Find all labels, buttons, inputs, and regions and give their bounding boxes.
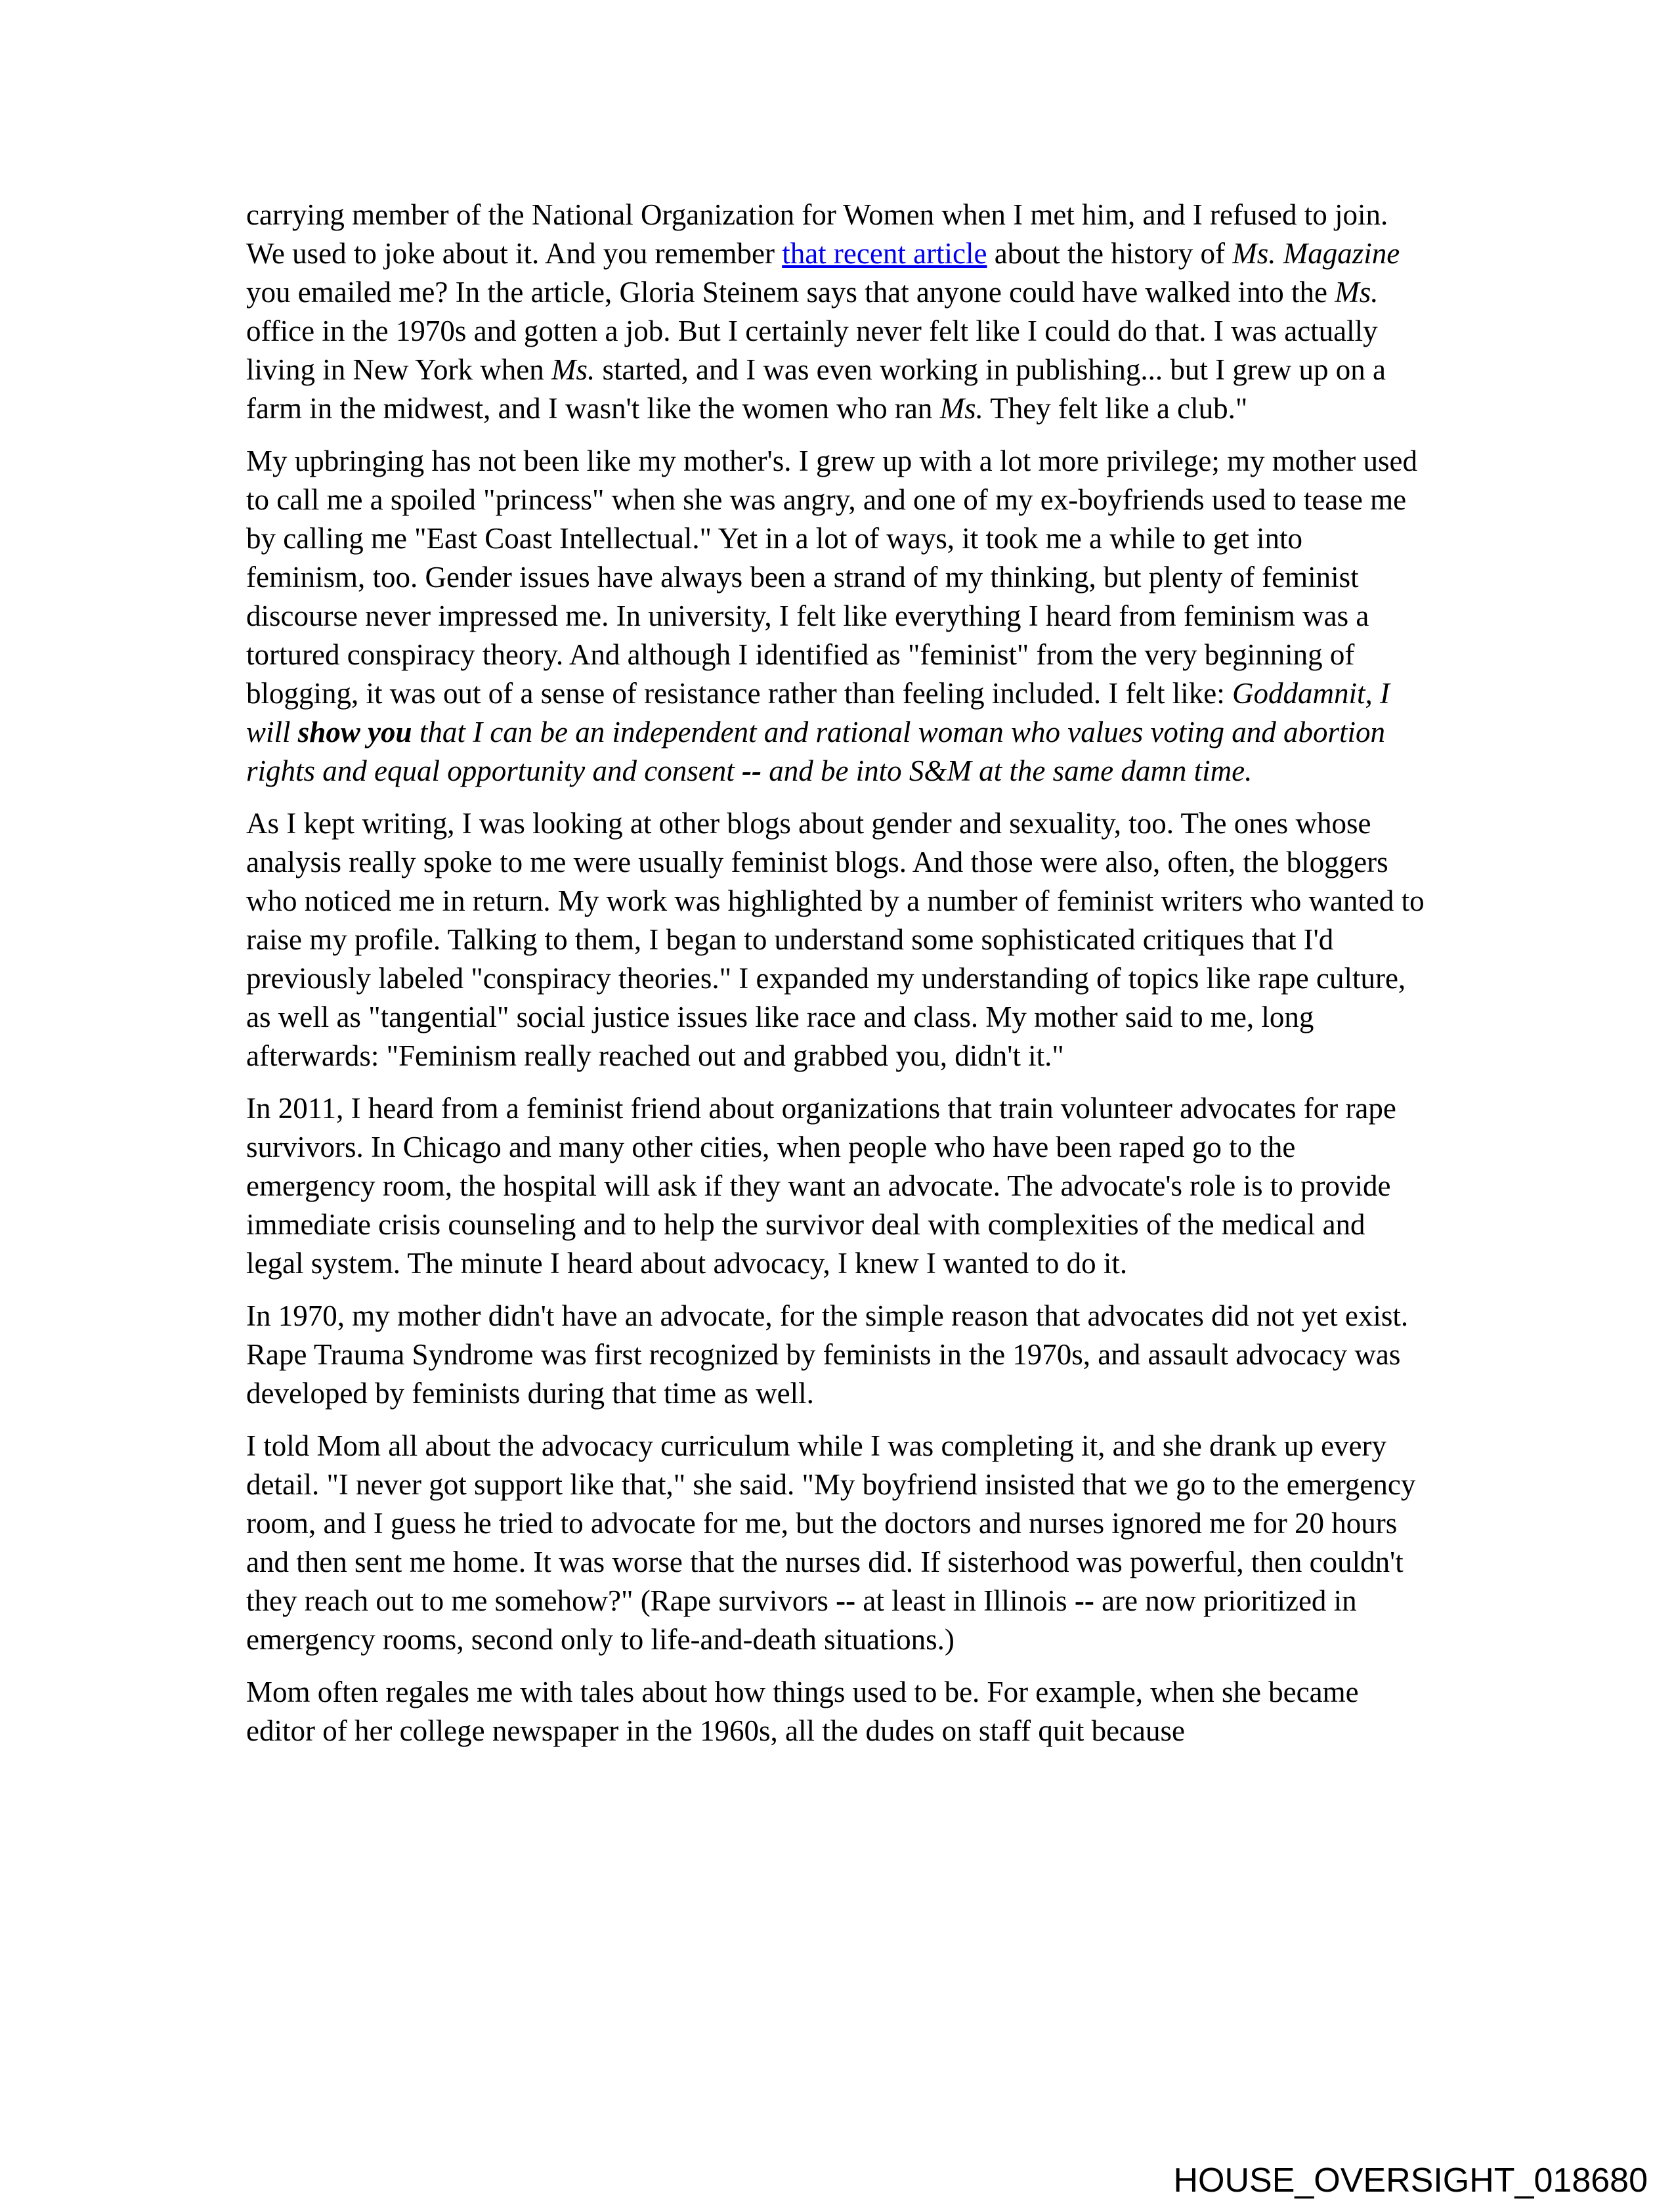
text-segment: In 2011, I heard from a feminist friend about organizations that train volunteer advocates for rape survivors. In Chicago and many other cities, when people who have been raped go to the emergency room, the hospital will ask if they want an advocate. The advocate's role is to provide immediate crisis counseling and to help the survivor deal with complexities of the medical and legal system. The minute I heard about advocacy, I knew I wanted to do it. [246,1092,1396,1280]
paragraph [246,1089,1428,1283]
text-segment: -- [836,1584,856,1617]
text-block [246,196,1428,1764]
text-segment: Mom often regales me with tales about how things used to be. For example, when she became editor of her college newspaper in the 1960s, all the dudes on staff quit because [246,1676,1359,1747]
text-segment: As I kept writing, I was looking at other blogs about gender and sexuality, too. The ones whose analysis really spoke to me were usually feminist blogs. And those were also, often, the bloggers who noticed me in return. My work was highlighted by a number of feminist writers who wanted to raise my profile. Talking to them, I began to understand some sophisticated critiques that I'd previously labeled "conspiracy theories." I expanded my understanding of topics like rape culture, as well as "tangential" social justice issues like race and class. My mother said to me, long afterwards: "Feminism really reached out and grabbed you, didn't it." [246,807,1425,1072]
text-segment: Ms. [939,392,983,425]
paragraph [246,1673,1428,1750]
text-segment: you emailed me? In the article, Gloria Steinem says that anyone could have walked into the [246,276,1335,309]
paragraph [246,1427,1428,1659]
text-segment: and be into S&M at the same damn time. [761,754,1253,787]
text-segment: Ms. Magazine [1232,237,1400,270]
text-segment: In 1970, my mother didn't have an advocate, for the simple reason that advocates did not yet exist. Rape Trauma Syndrome was first recognized by feminists in the 1970s, and assault advocacy was developed by feminists during that time as well. [246,1299,1409,1410]
text-segment: Ms. [1335,276,1379,309]
paragraph [246,1297,1428,1413]
text-segment: Ms. [551,353,595,386]
text-segment: at least in Illinois [855,1584,1075,1617]
paragraph [246,442,1428,791]
text-segment: -- [1074,1584,1094,1617]
text-segment: My upbringing has not been like my mother's. I grew up with a lot more privilege; my mother used to call me a spoiled "princess" when she was angry, and one of my ex-boyfriends used to tease me by calling me "East Coast Intellectual." Yet in a lot of ways, it took me a while to get into feminism, too. Gender issues have always been a strand of my thinking, but plenty of feminist discourse never impressed me. In university, I felt like everything I heard from feminism was a tortured conspiracy theory. And although I identified as "feminist" from the very beginning of blogging, it was out of a sense of resistance rather than feeling included. I felt like: [246,445,1418,710]
text-segment: They felt like a club." [983,392,1248,425]
text-segment: Goddamnit, I will [246,677,1390,748]
bates-number: HOUSE_OVERSIGHT_018680 [1173,2161,1648,2200]
paragraph [246,804,1428,1075]
text-segment: I told Mom all about the advocacy curriculum while I was completing it, and she drank up every detail. "I never got support like that," she said. "My boyfriend insisted that we go to the emergency room, and I guess he tried to advocate for me, but the doctors and nurses ignored me for 20 hours and then sent me home. It was worse that the nurses did. If sisterhood was powerful, then couldn't they reach out to me somehow?" (Rape survivors [246,1429,1416,1617]
recent-article-link[interactable]: that recent article [782,237,987,270]
text-segment: about the history of [987,237,1233,270]
text-segment: are now prioritized in emergency rooms, second only to life-and-death situations.) [246,1584,1357,1656]
paragraph [246,196,1428,428]
text-segment: started, and I was even working in publishing... but I grew up on a farm in the midwest, and I wasn't like the women who ran [246,353,1386,425]
text-segment: that I can be an independent and rational woman who values voting and abortion rights and equal opportunity and consent [246,716,1385,787]
text-segment: show you [297,716,412,748]
text-segment: -- [741,754,762,787]
text-segment: office in the 1970s and gotten a job. But I certainly never felt like I could do that. I was actually living in New York when [246,314,1378,386]
text-segment: carrying member of the National Organization for Women when I met him, and I refused to join. We used to joke about it. And you remember [246,198,1388,270]
